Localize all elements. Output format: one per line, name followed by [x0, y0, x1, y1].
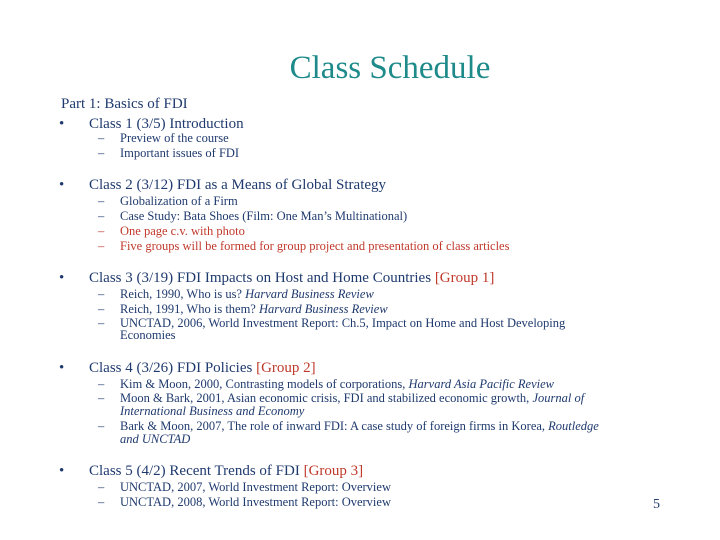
page-number: 5	[653, 497, 660, 512]
list-item: – Five groups will be formed for group project and presentation of class articles	[98, 239, 510, 253]
group-tag: [Group 2]	[256, 360, 316, 376]
part-heading: Part 1: Basics of FDI	[61, 96, 188, 112]
class-2-list	[98, 194, 510, 254]
list-item: – Globalization of a Firm	[98, 194, 238, 208]
class-4-label: Class 4 (3/26) FDI Policies	[89, 360, 257, 376]
bullet-icon: •	[59, 463, 65, 479]
list-item: – One page c.v. with photo	[98, 224, 245, 238]
class-2-item	[59, 177, 387, 194]
class-1-list	[98, 131, 240, 161]
bullet-icon: •	[59, 270, 65, 286]
group-tag: [Group 1]	[434, 270, 495, 286]
list-item: – UNCTAD, 2008, World Investment Report: Overview	[98, 495, 391, 509]
class-3-item	[59, 270, 495, 287]
list-item: – Reich, 1990, Who is us? Harvard Business Review	[98, 287, 374, 301]
list-item: – UNCTAD, 2006, World Investment Report: Ch.5, Impact on Home and Host Developing Economies	[98, 316, 566, 342]
class-5-list	[98, 480, 391, 510]
group-tag: [Group 3]	[303, 463, 364, 479]
bullet-icon: •	[59, 360, 65, 376]
class-3-list	[98, 287, 566, 342]
list-item: – Preview of the course	[98, 131, 229, 145]
bullet-icon: •	[59, 177, 65, 193]
class-4-item	[59, 360, 316, 377]
list-item: – UNCTAD, 2007, World Investment Report: Overview	[98, 480, 391, 494]
class-3-label: Class 3 (3/19) FDI Impacts on Host and Home Countries	[89, 270, 435, 286]
list-item: – Moon & Bark, 2001, Asian economic crisis, FDI and stabilized economic growth, Journal of International Business and Economy	[98, 391, 585, 418]
class-5-item	[59, 463, 364, 480]
class-2-label: Class 2 (3/12) FDI as a Means of Global Strategy	[89, 177, 387, 193]
list-item: – Important issues of FDI	[98, 146, 240, 160]
class-4-list	[98, 377, 599, 446]
list-item: – Case Study: Bata Shoes (Film: One Man’s Multinational)	[98, 209, 408, 223]
list-item: – Bark & Moon, 2007, The role of inward FDI: A case study of foreign firms in Korea, Routledge and UNCTAD	[98, 419, 599, 446]
list-item: – Reich, 1991, Who is them? Harvard Business Review	[98, 302, 388, 316]
class-5-label: Class 5 (4/2) Recent Trends of FDI	[89, 463, 304, 479]
bullet-icon: •	[59, 116, 65, 132]
list-item: – Kim & Moon, 2000, Contrasting models of corporations, Harvard Asia Pacific Review	[98, 377, 554, 391]
page-title: Class Schedule	[289, 50, 491, 86]
class-1-label: Class 1 (3/5) Introduction	[89, 116, 244, 132]
